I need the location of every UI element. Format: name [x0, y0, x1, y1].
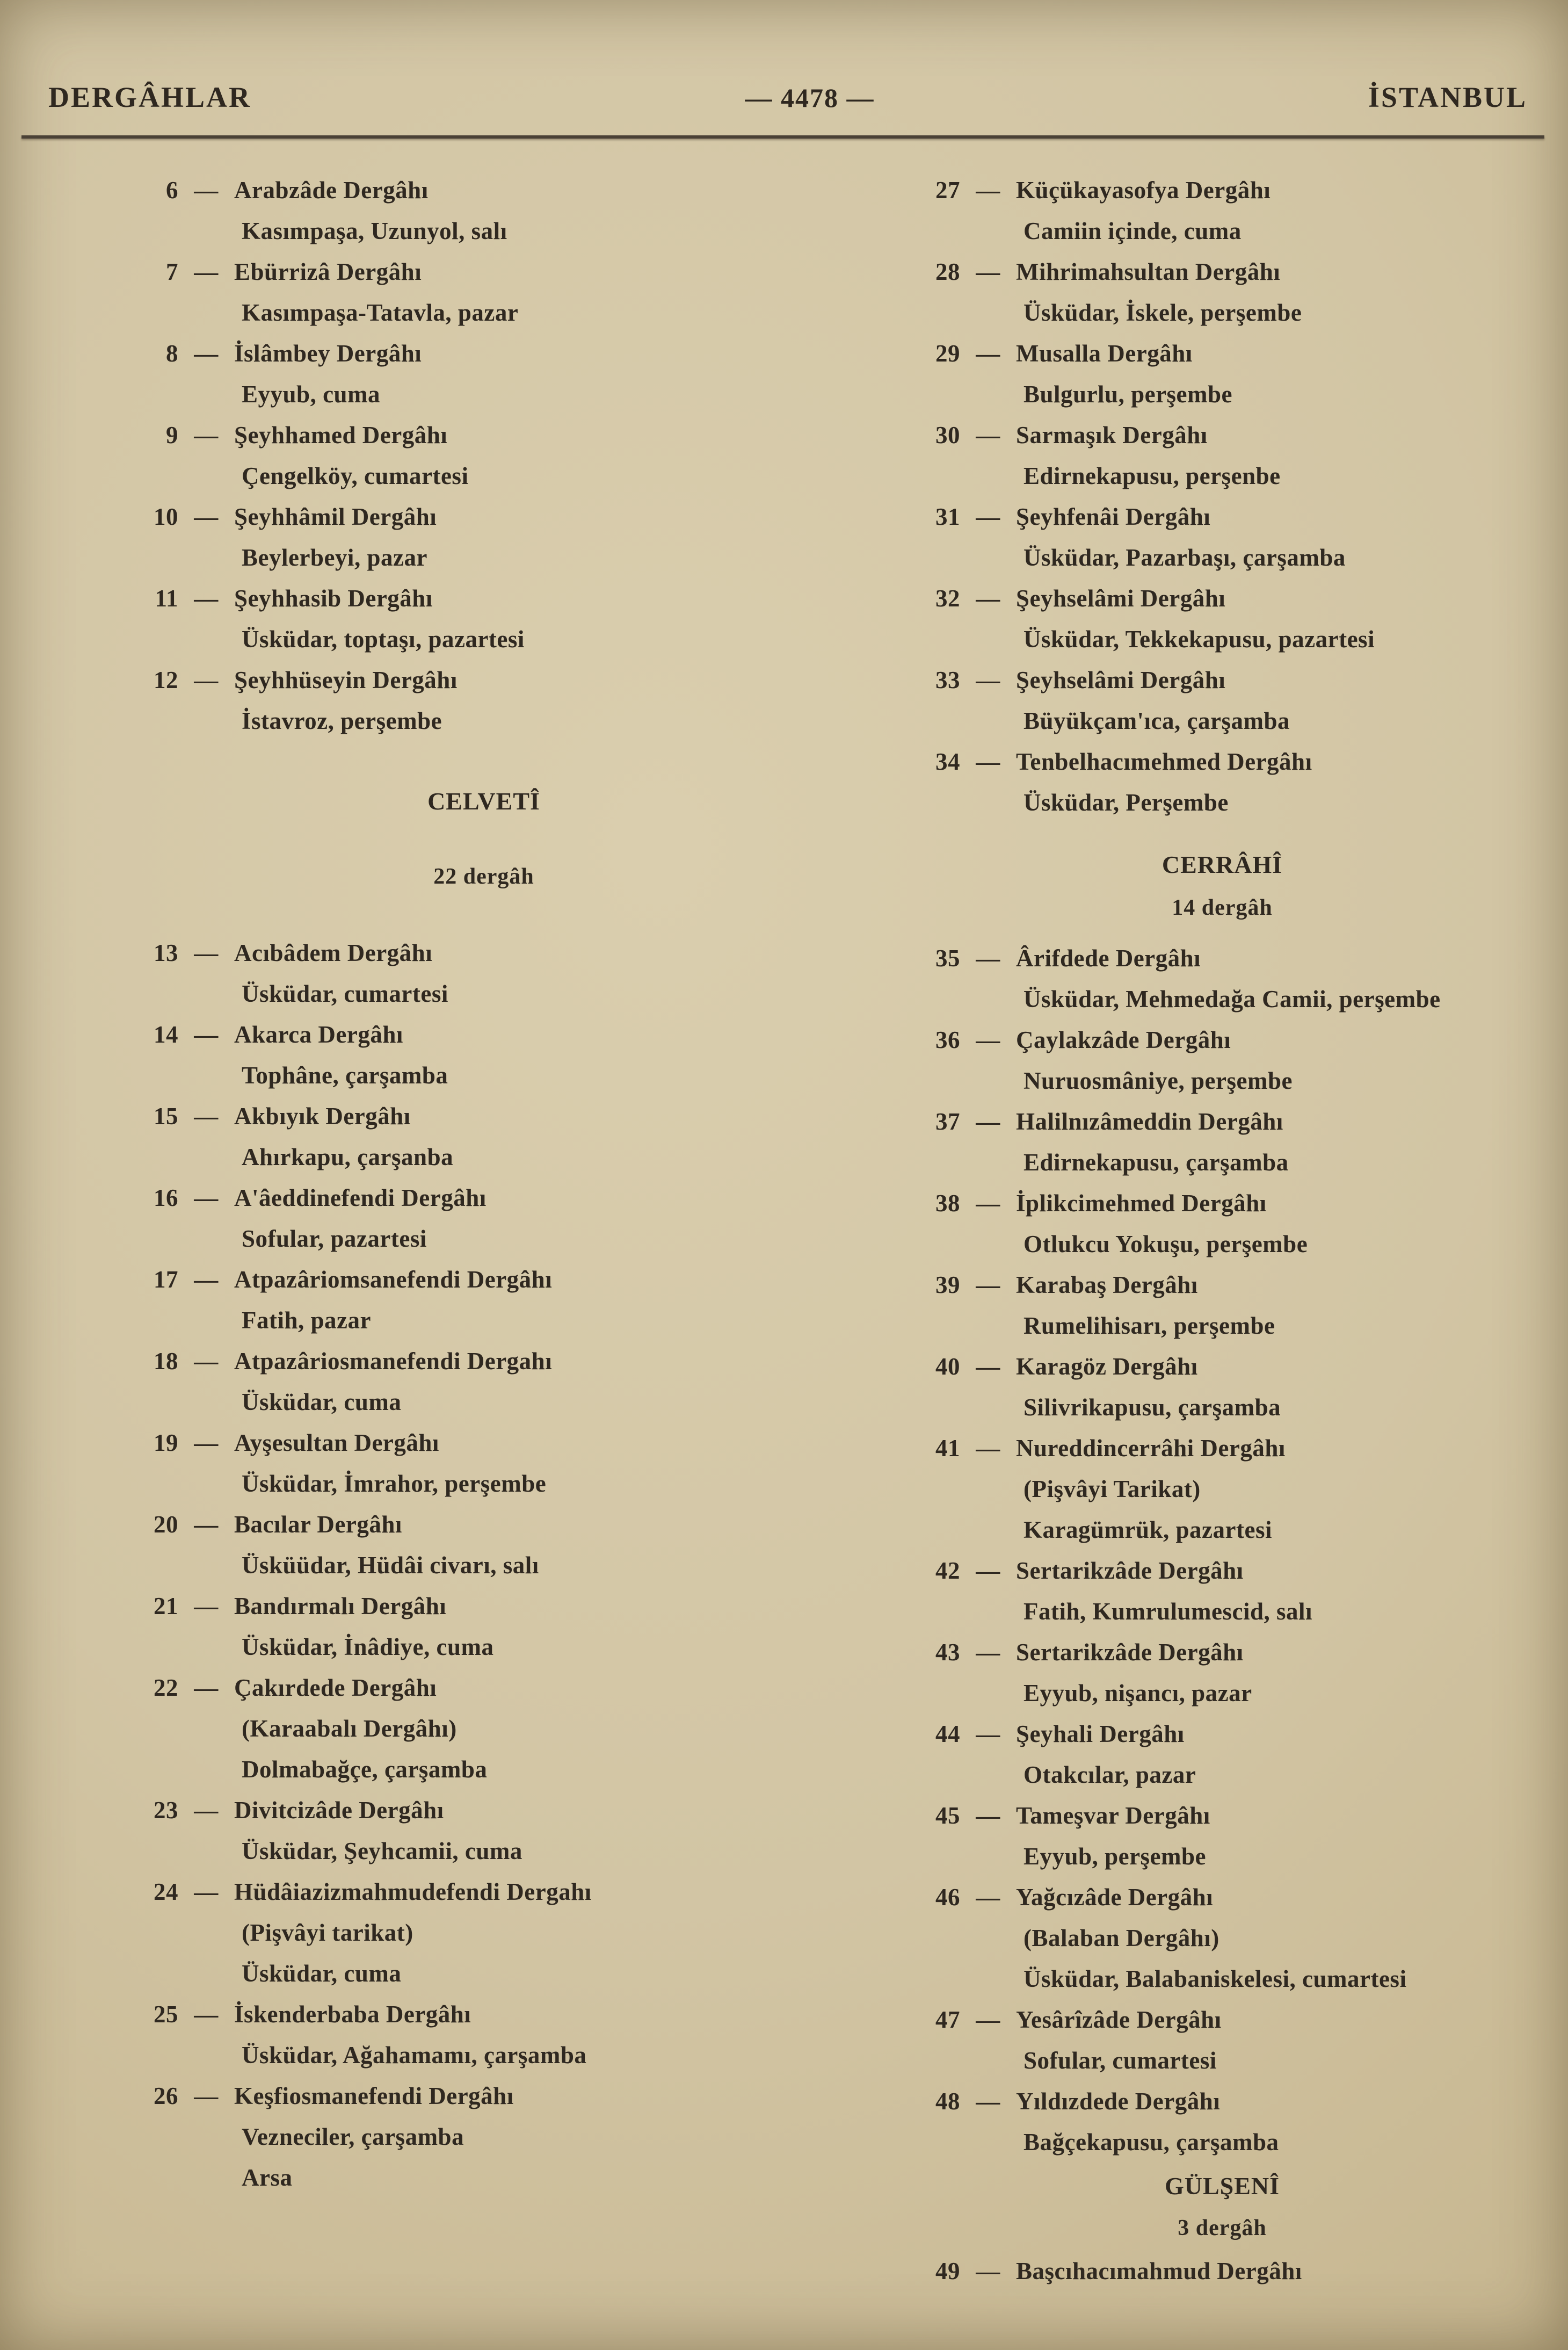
section-heading: GÜLŞENÎ — [1164, 2172, 1280, 2200]
entry-dash: — — [976, 1108, 1000, 1135]
entry-detail: Üsküdar, Şeyhcamii, cuma — [242, 1838, 522, 1864]
entry-number: 31 — [935, 503, 960, 530]
entry — [909, 578, 1536, 660]
entry-body — [234, 1422, 841, 1504]
entry-title: Acıbâdem Dergâhı — [234, 939, 433, 966]
entry-detail: Nuruosmâniye, perşembe — [1023, 1067, 1293, 1094]
entry-body — [1016, 496, 1536, 578]
entry-number: 8 — [166, 340, 178, 367]
entry-body — [234, 660, 841, 741]
entry-body — [1016, 333, 1536, 415]
entry — [127, 170, 841, 251]
entry-dash: — — [194, 667, 219, 693]
entry-detail: Edirnekapusu, perşenbe — [1023, 462, 1281, 489]
entry-dash: — — [194, 1266, 219, 1293]
entry-number: 36 — [935, 1026, 960, 1053]
entry-number: 46 — [935, 1884, 960, 1911]
entry-detail: Tophâne, çarşamba — [242, 1062, 448, 1089]
entry-title: İslâmbey Dergâhı — [234, 340, 422, 367]
entry-body — [1016, 1264, 1536, 1346]
entry-dash: — — [976, 177, 1000, 204]
entry — [909, 1877, 1536, 1999]
entry-detail: Üsküdar, Pazarbaşı, çarşamba — [1023, 544, 1346, 571]
entry-title: Ayşesultan Dergâhı — [234, 1429, 439, 1456]
entry-title: Çakırdede Dergâhı — [234, 1674, 437, 1701]
entry-detail: Silivrikapusu, çarşamba — [1023, 1394, 1281, 1421]
entry-body — [234, 170, 841, 251]
entry — [127, 251, 841, 333]
entry-dash: — — [976, 945, 1000, 972]
entry-title: Yesârîzâde Dergâhı — [1016, 2006, 1222, 2033]
entry-detail: Üsküdar, Balabaniskelesi, cumartesi — [1023, 1965, 1407, 1992]
entry-number: 11 — [155, 585, 178, 612]
entry-dash: — — [194, 503, 219, 530]
entry-title: Şeyhhâmil Dergâhı — [234, 503, 437, 530]
entry-body — [1016, 1713, 1536, 1795]
entry-number: 38 — [935, 1190, 960, 1217]
entry-number: 27 — [935, 177, 960, 204]
entry-detail: Arsa — [242, 2164, 293, 2191]
entry-number: 25 — [154, 2001, 178, 2028]
entry-number: 7 — [166, 258, 178, 285]
column-left — [127, 170, 841, 2291]
entry-number: 42 — [935, 1557, 960, 1584]
entry-body — [234, 932, 841, 1014]
entry-number: 39 — [935, 1271, 960, 1298]
entry-dash: — — [194, 1797, 219, 1824]
entry-number: 48 — [935, 2088, 960, 2115]
entry-dash: — — [976, 1026, 1000, 1053]
section-count: 14 dergâh — [1172, 895, 1273, 920]
entry-title: Sarmaşık Dergâhı — [1016, 422, 1208, 449]
entry-title: Atpazâriosmanefendi Dergahı — [234, 1348, 553, 1375]
entry-body — [1016, 1632, 1536, 1713]
entry-title: Atpazâriomsanefendi Dergâhı — [234, 1266, 553, 1293]
entry — [909, 1999, 1536, 2081]
entry-detail: Üsküdar, Mehmedağa Camii, perşembe — [1023, 986, 1441, 1013]
entry-body — [234, 1586, 841, 1667]
entry-body — [1016, 2251, 1536, 2291]
entry-title: Şeyhali Dergâhı — [1016, 1720, 1185, 1747]
entry-dash: — — [976, 2258, 1000, 2284]
section-heading: CERRÂHÎ — [1162, 851, 1283, 878]
entry — [909, 1101, 1536, 1183]
entry-detail: Üsküdar, Tekkekapusu, pazartesi — [1023, 626, 1375, 653]
entry-detail: Üsküdar, cuma — [242, 1960, 402, 1987]
entry-body — [234, 1259, 841, 1341]
entry-number: 6 — [166, 177, 178, 204]
entry-number: 21 — [154, 1593, 178, 1619]
entry-number: 12 — [154, 667, 178, 693]
entry-detail: Dolmabağçe, çarşamba — [242, 1756, 488, 1783]
entry-body — [1016, 170, 1536, 251]
content-columns — [0, 139, 1568, 2291]
entry — [127, 1341, 841, 1422]
section-block — [909, 2166, 1536, 2248]
entry-number: 9 — [166, 422, 178, 449]
entry-detail: Camiin içinde, cuma — [1023, 218, 1242, 244]
entry-dash: — — [194, 1184, 219, 1211]
entry-body — [1016, 251, 1536, 333]
entry-title: Nureddincerrâhi Dergâhı — [1016, 1435, 1286, 1462]
entry-detail: Üsküdar, Ağahamamı, çarşamba — [242, 2042, 587, 2069]
entry — [909, 1632, 1536, 1713]
entry-detail: Otlukcu Yokuşu, perşembe — [1023, 1231, 1308, 1257]
entry-detail: Sofular, pazartesi — [242, 1225, 427, 1252]
entry-title: Küçükayasofya Dergâhı — [1016, 177, 1271, 204]
entry — [909, 251, 1536, 333]
entry-title: Şeyhselâmi Dergâhı — [1016, 585, 1226, 612]
entry-title: A'âeddinefendi Dergâhı — [234, 1184, 487, 1211]
entry-title: Karabaş Dergâhı — [1016, 1271, 1198, 1298]
entry-number: 47 — [935, 2006, 960, 2033]
entry-number: 20 — [154, 1511, 178, 1538]
entry-body — [234, 1871, 841, 1994]
entry-dash: — — [976, 1802, 1000, 1829]
entry-dash: — — [194, 2083, 219, 2109]
entry-dash: — — [976, 2006, 1000, 2033]
entry-body — [234, 578, 841, 660]
entry-body — [234, 1667, 841, 1790]
entry-dash: — — [194, 422, 219, 449]
entry-detail: Vezneciler, çarşamba — [242, 2123, 464, 2150]
entry-number: 23 — [154, 1797, 178, 1824]
entry-title: Şeyhhasib Dergâhı — [234, 585, 433, 612]
entry-dash: — — [976, 422, 1000, 449]
entry-dash: — — [194, 1511, 219, 1538]
entry — [127, 496, 841, 578]
entry-title: İskenderbaba Dergâhı — [234, 2001, 471, 2028]
entry-number: 45 — [935, 1802, 960, 1829]
entry-body — [1016, 1183, 1536, 1264]
entry — [909, 741, 1536, 823]
entry-title: Ârifdede Dergâhı — [1016, 945, 1201, 972]
entry-number: 35 — [935, 945, 960, 972]
entry-body — [234, 496, 841, 578]
entry-title: Halilnızâmeddin Dergâhı — [1016, 1108, 1283, 1135]
entry-number: 28 — [935, 258, 960, 285]
column-right — [841, 170, 1536, 2291]
entry-detail: Ahırkapu, çarşanba — [242, 1144, 454, 1170]
entry-dash: — — [194, 258, 219, 285]
entry-title: Başcıhacımahmud Dergâhı — [1016, 2258, 1302, 2284]
entry-number: 16 — [154, 1184, 178, 1211]
entry-detail: (Pişvâyi tarikat) — [242, 1919, 413, 1946]
entry-detail: Bağçekapusu, çarşamba — [1023, 2129, 1279, 2156]
entry-detail: Üsküdar, Perşembe — [1023, 789, 1229, 816]
entry-number: 49 — [935, 2258, 960, 2284]
entry-dash: — — [976, 258, 1000, 285]
entry — [909, 2081, 1536, 2163]
entry — [909, 415, 1536, 496]
entry-body — [234, 1096, 841, 1177]
entry — [909, 1346, 1536, 1428]
entry-number: 33 — [935, 667, 960, 693]
entry-detail: (Balaban Dergâhı) — [1023, 1925, 1219, 1951]
entry-body — [234, 251, 841, 333]
entry — [127, 1504, 841, 1586]
entry-detail: Çengelköy, cumartesi — [242, 462, 469, 489]
entry-detail: Sofular, cumartesi — [1023, 2047, 1217, 2074]
entry-dash: — — [976, 1353, 1000, 1380]
entry-body — [1016, 1428, 1536, 1550]
entry-detail: Üsküdar, İskele, perşembe — [1023, 299, 1302, 326]
entry-title: Sertarikzâde Dergâhı — [1016, 1639, 1244, 1666]
entry-body — [234, 1014, 841, 1096]
entry-dash: — — [976, 1639, 1000, 1666]
entry — [127, 415, 841, 496]
entry — [127, 1994, 841, 2076]
entry-title: Sertarikzâde Dergâhı — [1016, 1557, 1244, 1584]
entry — [127, 660, 841, 741]
entry-body — [1016, 741, 1536, 823]
entry-body — [234, 333, 841, 415]
entry-dash: — — [194, 1348, 219, 1375]
entry-detail: Rumelihisarı, perşembe — [1023, 1312, 1275, 1339]
entry — [127, 1586, 841, 1667]
entry-dash: — — [976, 585, 1000, 612]
entry-number: 14 — [154, 1021, 178, 1048]
section-count: 3 dergâh — [1178, 2216, 1267, 2240]
entry-detail: Fatih, Kumrulumescid, salı — [1023, 1598, 1313, 1625]
entry-number: 34 — [935, 748, 960, 775]
section-block — [127, 781, 841, 897]
entry-number: 43 — [935, 1639, 960, 1666]
entry-title: Karagöz Dergâhı — [1016, 1353, 1198, 1380]
entry-detail: (Karaabalı Dergâhı) — [242, 1715, 457, 1742]
entry — [127, 1871, 841, 1994]
entry-detail: Eyyub, perşembe — [1023, 1843, 1207, 1870]
entry-title: Tenbelhacımehmed Dergâhı — [1016, 748, 1312, 775]
entry-body — [234, 1790, 841, 1871]
entry-body — [1016, 660, 1536, 741]
running-title-right: İSTANBUL — [1368, 81, 1527, 113]
entry-detail: Üsküdar, toptaşı, pazartesi — [242, 626, 525, 653]
entry-body — [234, 1341, 841, 1422]
entry-dash: — — [976, 1557, 1000, 1584]
entry-dash: — — [194, 1429, 219, 1456]
entry-title: Ebürrizâ Dergâhı — [234, 258, 422, 285]
entry-dash: — — [194, 2001, 219, 2028]
entry-detail: (Pişvâyi Tarikat) — [1023, 1476, 1201, 1502]
entry — [909, 333, 1536, 415]
entry-number: 30 — [935, 422, 960, 449]
entry-dash: — — [194, 1593, 219, 1619]
entry-detail: Üsküdar, cumartesi — [242, 980, 448, 1007]
entry-body — [1016, 1795, 1536, 1877]
entry — [909, 1550, 1536, 1632]
entry — [127, 1259, 841, 1341]
entry — [909, 1019, 1536, 1101]
entry-body — [1016, 1346, 1536, 1428]
entry — [909, 660, 1536, 741]
entry-title: Hüdâiazizmahmudefendi Dergahı — [234, 1878, 592, 1905]
entry-number: 24 — [154, 1878, 178, 1905]
entry-dash: — — [976, 2088, 1000, 2115]
entry-title: Keşfiosmanefendi Dergâhı — [234, 2083, 514, 2109]
entry-dash: — — [976, 1884, 1000, 1911]
entry — [909, 1183, 1536, 1264]
entry-detail: Üsküdar, cuma — [242, 1389, 402, 1415]
entry-title: Yıldızdede Dergâhı — [1016, 2088, 1221, 2115]
entry-detail: Karagümrük, pazartesi — [1023, 1516, 1272, 1543]
entry-number: 13 — [154, 939, 178, 966]
entry-dash: — — [976, 1720, 1000, 1747]
entry-number: 26 — [154, 2083, 178, 2109]
entry-body — [1016, 1550, 1536, 1632]
entry-dash: — — [194, 1674, 219, 1701]
entry-title: Şeyhfenâi Dergâhı — [1016, 503, 1211, 530]
entry-number: 29 — [935, 340, 960, 367]
entry-detail: Kasımpaşa, Uzunyol, salı — [242, 218, 507, 244]
entry-detail: Eyyub, cuma — [242, 381, 381, 408]
entry-title: Şeyhhamed Dergâhı — [234, 422, 448, 449]
entry-dash: — — [976, 340, 1000, 367]
entry-dash: — — [976, 1190, 1000, 1217]
entry — [909, 1428, 1536, 1550]
entry-title: Mihrimahsultan Dergâhı — [1016, 258, 1281, 285]
entry-title: Bacılar Dergâhı — [234, 1511, 402, 1538]
entry-body — [234, 1504, 841, 1586]
entry-body — [234, 1994, 841, 2076]
entry — [909, 1713, 1536, 1795]
entry — [127, 578, 841, 660]
entry — [127, 1422, 841, 1504]
entry-detail: İstavroz, perşembe — [242, 707, 442, 734]
entry — [127, 1096, 841, 1177]
entry-body — [1016, 2081, 1536, 2163]
entry-number: 22 — [154, 1674, 178, 1701]
entry-dash: — — [194, 939, 219, 966]
entry-title: Tameşvar Dergâhı — [1016, 1802, 1210, 1829]
section-block — [909, 844, 1536, 928]
entry-body — [1016, 938, 1536, 1019]
entry-detail: Fatih, pazar — [242, 1307, 371, 1334]
entry-dash: — — [194, 340, 219, 367]
entry-dash: — — [194, 585, 219, 612]
entry-detail: Otakcılar, pazar — [1023, 1761, 1196, 1788]
section-heading: CELVETÎ — [427, 787, 540, 815]
entry-title: Musalla Dergâhı — [1016, 340, 1193, 367]
page-number: — 4478 — — [745, 83, 875, 113]
entry-number: 32 — [935, 585, 960, 612]
running-title-left: DERGÂHLAR — [48, 81, 252, 113]
entry-detail: Bulgurlu, perşembe — [1023, 381, 1233, 408]
entry-dash: — — [976, 1435, 1000, 1462]
entry — [909, 2251, 1536, 2291]
entry — [127, 333, 841, 415]
entry-dash: — — [194, 177, 219, 204]
entry-number: 19 — [154, 1429, 178, 1456]
entry-title: Arabzâde Dergâhı — [234, 177, 429, 204]
entry — [127, 1667, 841, 1790]
entry-number: 10 — [154, 503, 178, 530]
entry-body — [1016, 1019, 1536, 1101]
entry — [127, 1790, 841, 1871]
entry — [909, 938, 1536, 1019]
entry — [909, 496, 1536, 578]
entry-title: Bandırmalı Dergâhı — [234, 1593, 447, 1619]
entry-dash: — — [976, 1271, 1000, 1298]
entry-body — [1016, 1877, 1536, 1999]
entry-body — [1016, 1101, 1536, 1183]
entry-title: İplikcimehmed Dergâhı — [1016, 1190, 1267, 1217]
entry-body — [1016, 578, 1536, 660]
entry-detail: Üsküüdar, Hüdâi civarı, salı — [242, 1552, 539, 1579]
entry-number: 44 — [935, 1720, 960, 1747]
entry-dash: — — [194, 1021, 219, 1048]
entry-title: Yağcızâde Dergâhı — [1016, 1884, 1214, 1911]
entry — [909, 1264, 1536, 1346]
entry-body — [234, 2076, 841, 2198]
section-count: 22 dergâh — [433, 864, 534, 889]
entry — [127, 2076, 841, 2198]
entry-number: 15 — [154, 1103, 178, 1130]
entry-body — [1016, 1999, 1536, 2081]
entry-dash: — — [976, 748, 1000, 775]
entry-dash: — — [194, 1103, 219, 1130]
entry-detail: Büyükçam'ıca, çarşamba — [1023, 707, 1290, 734]
entry-title: Divitcizâde Dergâhı — [234, 1797, 444, 1824]
entry-body — [234, 415, 841, 496]
entry-title: Şeyhhüseyin Dergâhı — [234, 667, 458, 693]
entry-title: Akbıyık Dergâhı — [234, 1103, 411, 1130]
entry-number: 40 — [935, 1353, 960, 1380]
entry — [909, 170, 1536, 251]
entry-title: Akarca Dergâhı — [234, 1021, 403, 1048]
entry-number: 41 — [935, 1435, 960, 1462]
entry — [909, 1795, 1536, 1877]
entry-number: 18 — [154, 1348, 178, 1375]
entry-number: 37 — [935, 1108, 960, 1135]
entry-detail: Kasımpaşa-Tatavla, pazar — [242, 299, 519, 326]
entry — [127, 1014, 841, 1096]
entry-number: 17 — [154, 1266, 178, 1293]
entry-body — [1016, 415, 1536, 496]
entry-title: Çaylakzâde Dergâhı — [1016, 1026, 1231, 1053]
entry-detail: Üsküdar, İnâdiye, cuma — [242, 1633, 494, 1660]
entry-detail: Eyyub, nişancı, pazar — [1023, 1680, 1252, 1707]
page-header — [0, 0, 1568, 114]
entry-detail: Edirnekapusu, çarşamba — [1023, 1149, 1289, 1176]
entry-detail: Beylerbeyi, pazar — [242, 544, 427, 571]
entry-body — [234, 1177, 841, 1259]
entry-title: Şeyhselâmi Dergâhı — [1016, 667, 1226, 693]
entry-dash: — — [976, 503, 1000, 530]
entry-dash: — — [194, 1878, 219, 1905]
entry-detail: Üsküdar, İmrahor, perşembe — [242, 1470, 547, 1497]
entry — [127, 932, 841, 1014]
entry — [127, 1177, 841, 1259]
entry-dash: — — [976, 667, 1000, 693]
